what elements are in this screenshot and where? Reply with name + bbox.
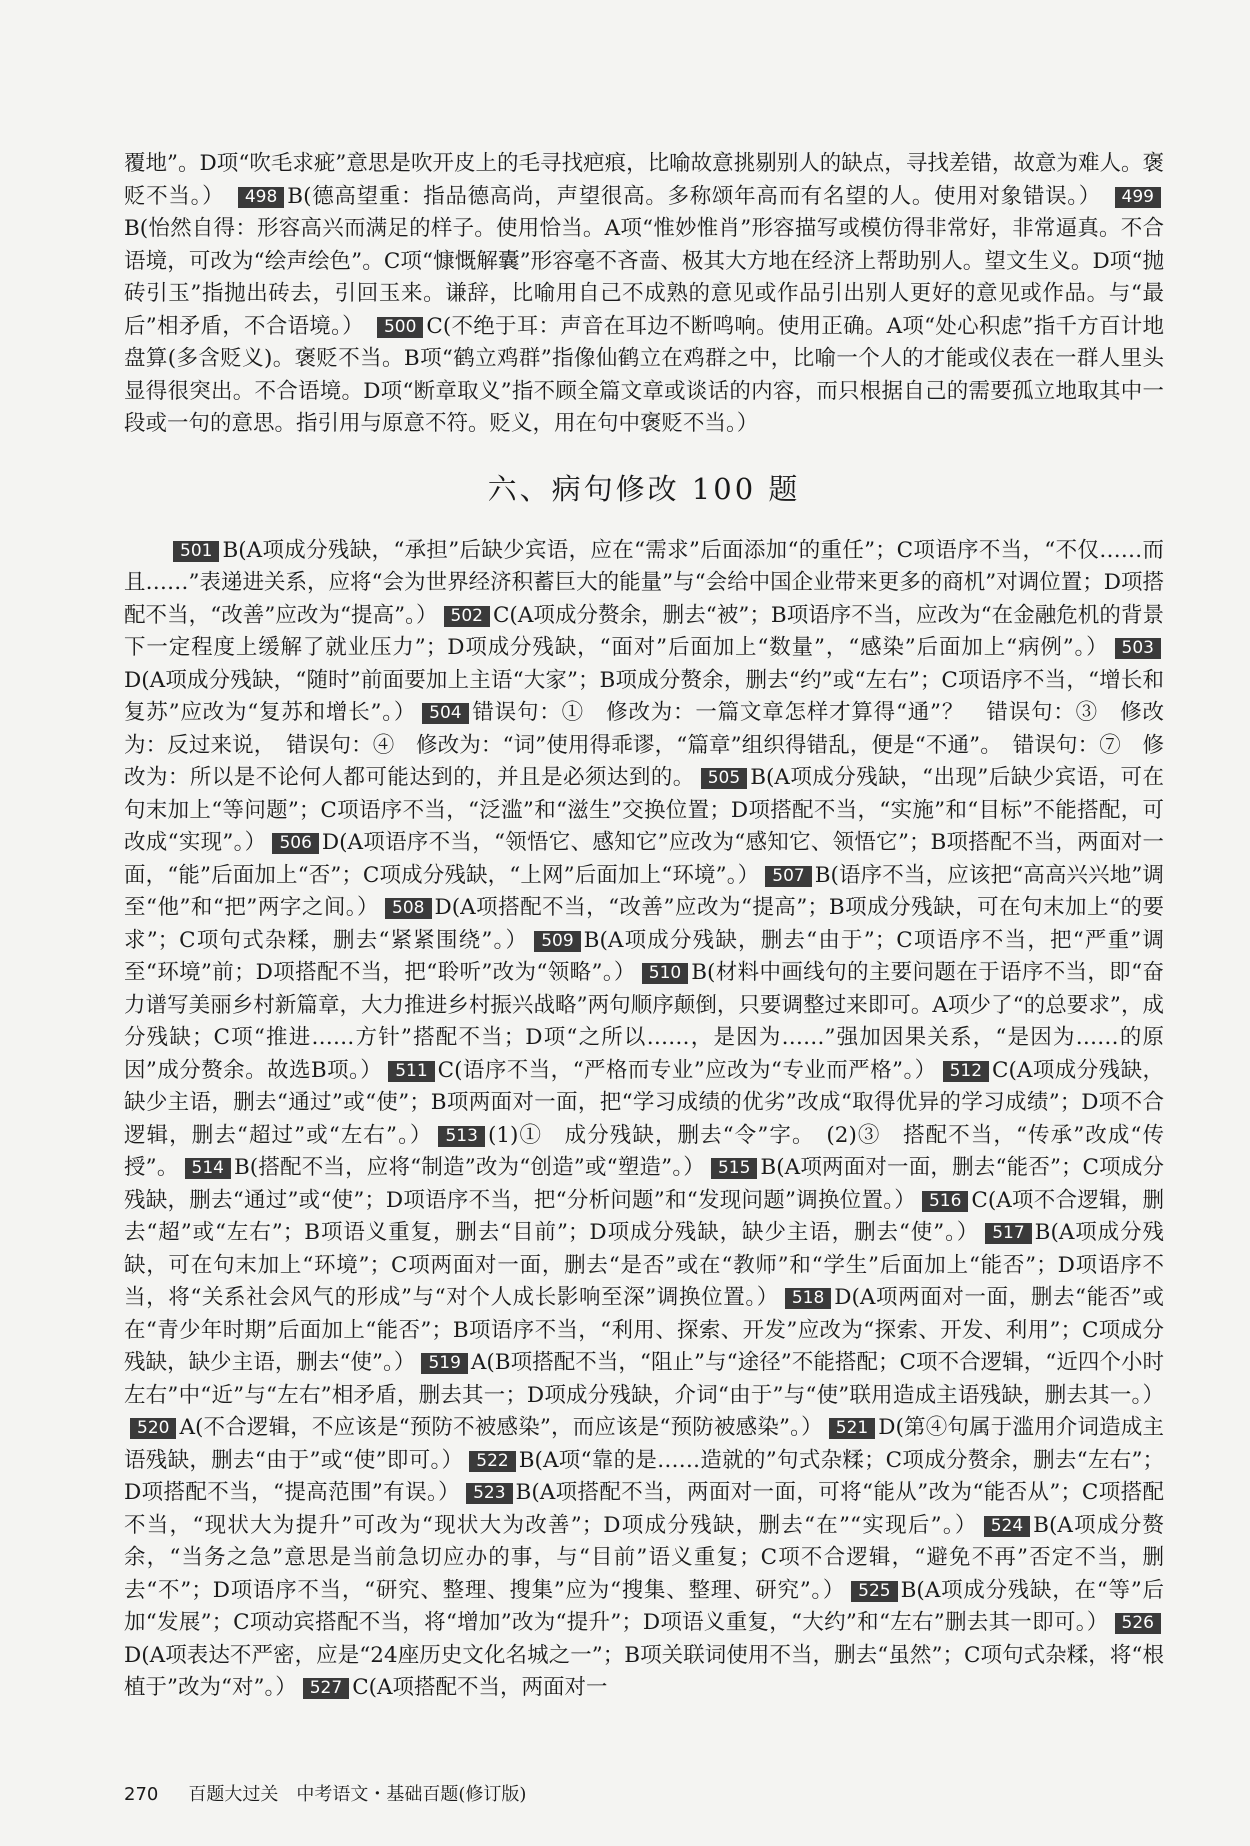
answer-text: B(搭配不当，应将“制造”改为“创造”或“塑造”。）	[234, 1155, 705, 1180]
answer-text: B(A项成分残缺，在“等”后加“发展”；C项动宾搭配不当，将“增加”改为“提升”；D项语义重复，“大约”和“左右”删去其一即可。）	[124, 1577, 1164, 1635]
answer-text: C(A项搭配不当，两面对一	[352, 1675, 608, 1700]
answer-number: 525	[851, 1581, 897, 1602]
paragraph-answers	[124, 535, 1164, 1705]
answer-number: 515	[711, 1158, 757, 1179]
answer-text: D(A项两面对一面，删去“能否”或在“青少年时期”后面加上“能否”；B项语序不当，“利用、探索、开发”应改为“探索、开发、利用”；C项成分残缺，缺少主语，删去“使”。）	[124, 1285, 1164, 1375]
book-title: 百题大过关 中考语文・基础百题(修订版)	[188, 1784, 527, 1805]
section-title: 六、病句修改 100 题	[487, 471, 801, 506]
page-content	[124, 148, 1164, 1705]
answer-text: C(A项不合逻辑，删去“超”或“左右”；B项语义重复，删去“目前”；D项成分残缺，缺少主语，删去“使”。）	[124, 1187, 1164, 1245]
answer-text: B(A项“靠的是……造就的”句式杂糅；C项成分赘余，删去“左右”；D项搭配不当，“提高范围”有误。）	[124, 1447, 1164, 1505]
answer-number: 519	[421, 1353, 467, 1374]
answer-text: D(A项语序不当，“领悟它、感知它”应改为“感知它、领悟它”；B项搭配不当，两面对一面，“能”后面加上“否”；C项成分残缺，“上网”后面加上“环境”。）	[124, 830, 1164, 888]
answer-number: 514	[185, 1158, 231, 1179]
text-continuation: 覆地”。D项“吹毛求疵”意思是吹开皮上的毛寻找疤痕，比喻故意挑剔别人的缺点，寻找差错，故意为难人。褒贬不当。）	[124, 151, 1164, 209]
answer-number: 518	[785, 1288, 831, 1309]
answer-text: B(A项成分残缺，删去“由于”；C项语序不当，把“严重”调至“环境”前；D项搭配不当，把“聆听”改为“领略”。）	[124, 927, 1164, 985]
answer-text: B(A项搭配不当，两面对一面，可将“能从”改为“能否从”；C项搭配不当，“现状大为提升”可改为“现状大为改善”；D项成分残缺，删去“在”“实现后”。）	[124, 1480, 1164, 1538]
answer-text: C(语序不当，“严格而专业”应改为“专业而严格”。）	[437, 1057, 937, 1083]
answer-number: 504	[422, 703, 468, 724]
answer-number: 502	[444, 606, 490, 627]
answer-number: 512	[943, 1061, 989, 1082]
answer-number: 513	[438, 1126, 484, 1147]
page-number: 270	[124, 1784, 159, 1805]
answer-text: C(A项成分残缺，缺少主语，删去“通过”或“使”；B项两面对一面，把“学习成绩的优劣”改成“取得优异的学习成绩”；D项不合逻辑，删去“超过”或“左右”。）	[124, 1057, 1165, 1148]
answer-text: 错误句：① 修改为：一篇文章怎样才算得“通”？ 错误句：③ 修改为：反过来说， 错误句：④ 修改为：“词”使用得乖谬，“篇章”组织得错乱，便是“不通”。 错误句：⑦ 修改为：所以是不论何人都可能达到的，并且是必须达到的。	[124, 700, 1164, 790]
answer-text: B(A项成分赘余，“当务之急”意思是当前急切应办的事，与“目前”语义重复；C项不合逻辑，“避免不再”否定不当，删去“不”；D项语序不当，“研究、整理、搜集”应为“搜集、整理、研究”。）	[124, 1512, 1164, 1603]
answer-text: A(B项搭配不当，“阻止”与“途径”不能搭配；C项不合逻辑，“近四个小时左右”中“近”与“左右”相矛盾，删去其一；D项成分残缺，介词“由于”与“使”联用造成主语残缺，删去其一。）	[124, 1350, 1165, 1408]
answer-number: 498	[238, 187, 284, 208]
answer-number: 510	[642, 963, 688, 984]
page-footer	[124, 1780, 526, 1806]
answer-text: C(A项成分赘余，删去“被”；B项语序不当，应改为“在金融危机的背景下一定程度上缓解了就业压力”；D项成分残缺，“面对”后面加上“数量”，“感染”后面加上“病例”。）	[124, 602, 1164, 660]
answer-text: D(A项成分残缺，“随时”前面要加上主语“大家”；B项成分赘余，删去“约”或“左右”；C项语序不当，“增长和复苏”应改为“复苏和增长”。）	[124, 667, 1164, 725]
paragraph-top	[124, 148, 1164, 441]
answer-number: 523	[466, 1483, 512, 1504]
answer-number: 507	[765, 866, 811, 887]
answer-number: 511	[388, 1061, 434, 1082]
answer-text: B(A项成分残缺，可在句末加上“环境”；C项两面对一面，删去“是否”或在“教师”和“学生”后面加上“能否”；D项语序不当，将“关系社会风气的形成”与“对个人成长影响至深”调换位置。）	[124, 1220, 1164, 1310]
answer-text: D(A项表达不严密，应是“24座历史文化名城之一”；B项关联词使用不当，删去“虽然”；C项句式杂糅，将“根植于”改为“对”。）	[124, 1642, 1164, 1700]
answer-text: B(A项成分残缺，“承担”后缺少宾语，应在“需求”后面添加“的重任”；C项语序不当，“不仅……而且……”表递进关系，应将“会为世界经济积蓄巨大的能量”与“会给中国企业带来更多的商机”对调位置；D项搭配不当，“改善”应改为“提高”。）	[124, 537, 1164, 628]
answer-text: D(第④句属于滥用介词造成主语残缺，删去“由于”或“使”即可。）	[124, 1415, 1164, 1473]
answer-text: C(不绝于耳：声音在耳边不断鸣响。使用正确。A项“处心积虑”指千方百计地盘算(多含贬义)。褒贬不当。B项“鹤立鸡群”指像仙鹤立在鸡群之中，比喻一个人的才能或仪表在一群人里头显得很突出。不合语境。D项“断章取义”指不顾全篇文章或谈话的内容，而只根据自己的需要孤立地取其中一段或一句的意思。指引用与原意不符。贬义，用在句中褒贬不当。）	[124, 313, 1164, 436]
answer-text: D(A项搭配不当，“改善”应改为“提高”；B项成分残缺，可在句末加上“的要求”；C项句式杂糅，删去“紧紧围绕”。）	[124, 895, 1164, 953]
answer-text: B(A项成分残缺，“出现”后缺少宾语，可在句末加上“等问题”；C项语序不当，“泛滥”和“滋生”交换位置；D项搭配不当，“实施”和“目标”不能搭配，可改成“实现”。）	[124, 765, 1164, 855]
answer-number: 500	[377, 317, 423, 338]
answer-number: 524	[984, 1516, 1030, 1537]
answer-number: 522	[469, 1451, 515, 1472]
answer-number: 505	[701, 768, 747, 789]
answer-number: 501	[173, 541, 219, 562]
answer-text: B(A项两面对一面，删去“能否”；C项成分残缺，删去“通过”或“使”；D项语序不当，把“分析问题”和“发现问题”调换位置。）	[124, 1155, 1164, 1213]
answer-number: 506	[272, 833, 318, 854]
answer-number: 508	[385, 898, 431, 919]
answer-number: 527	[303, 1678, 349, 1699]
answer-number: 526	[1115, 1613, 1161, 1634]
answer-number: 516	[922, 1191, 968, 1212]
answer-number: 499	[1115, 187, 1161, 208]
answer-number: 520	[130, 1418, 176, 1439]
answer-number: 521	[829, 1418, 875, 1439]
answer-number: 503	[1115, 638, 1161, 659]
answer-number: 509	[534, 931, 580, 952]
answer-text: B(材料中画线句的主要问题在于语序不当，即“奋力谱写美丽乡村新篇章，大力推进乡村振兴战略”两句顺序颠倒，只要调整过来即可。A项少了“的总要求”，成分残缺；C项“推进……方针”搭配不当；D项“之所以……，是因为……”强加因果关系，“是因为……的原因”成分赘余。故选B项。）	[124, 960, 1164, 1083]
answer-number: 517	[985, 1223, 1031, 1244]
answer-text: B(语序不当，应该把“高高兴兴地”调至“他”和“把”两字之间。）	[124, 862, 1164, 920]
answer-text: B(德高望重：指品德高尚，声望很高。多称颂年高而有名望的人。使用对象错误。）	[287, 183, 1101, 209]
answer-text: B(怡然自得：形容高兴而满足的样子。使用恰当。A项“惟妙惟肖”形容描写或模仿得非常好，非常逼真。不合语境，可改为“绘声绘色”。C项“慷慨解囊”形容毫不吝啬、极其大方地在经济上帮助别人。望文生义。D项“抛砖引玉”指抛出砖去，引回玉来。谦辞，比喻用自己不成熟的意见或作品引出别人更好的意见或作品。与“最后”相矛盾，不合语境。）	[124, 216, 1164, 339]
answer-text: A(不合逻辑，不应该是“预防不被感染”，而应该是“预防被感染”。）	[179, 1415, 823, 1440]
answer-text: (1)① 成分残缺，删去“令”字。 (2)③ 搭配不当，“传承”改成“传授”。	[124, 1122, 1164, 1180]
